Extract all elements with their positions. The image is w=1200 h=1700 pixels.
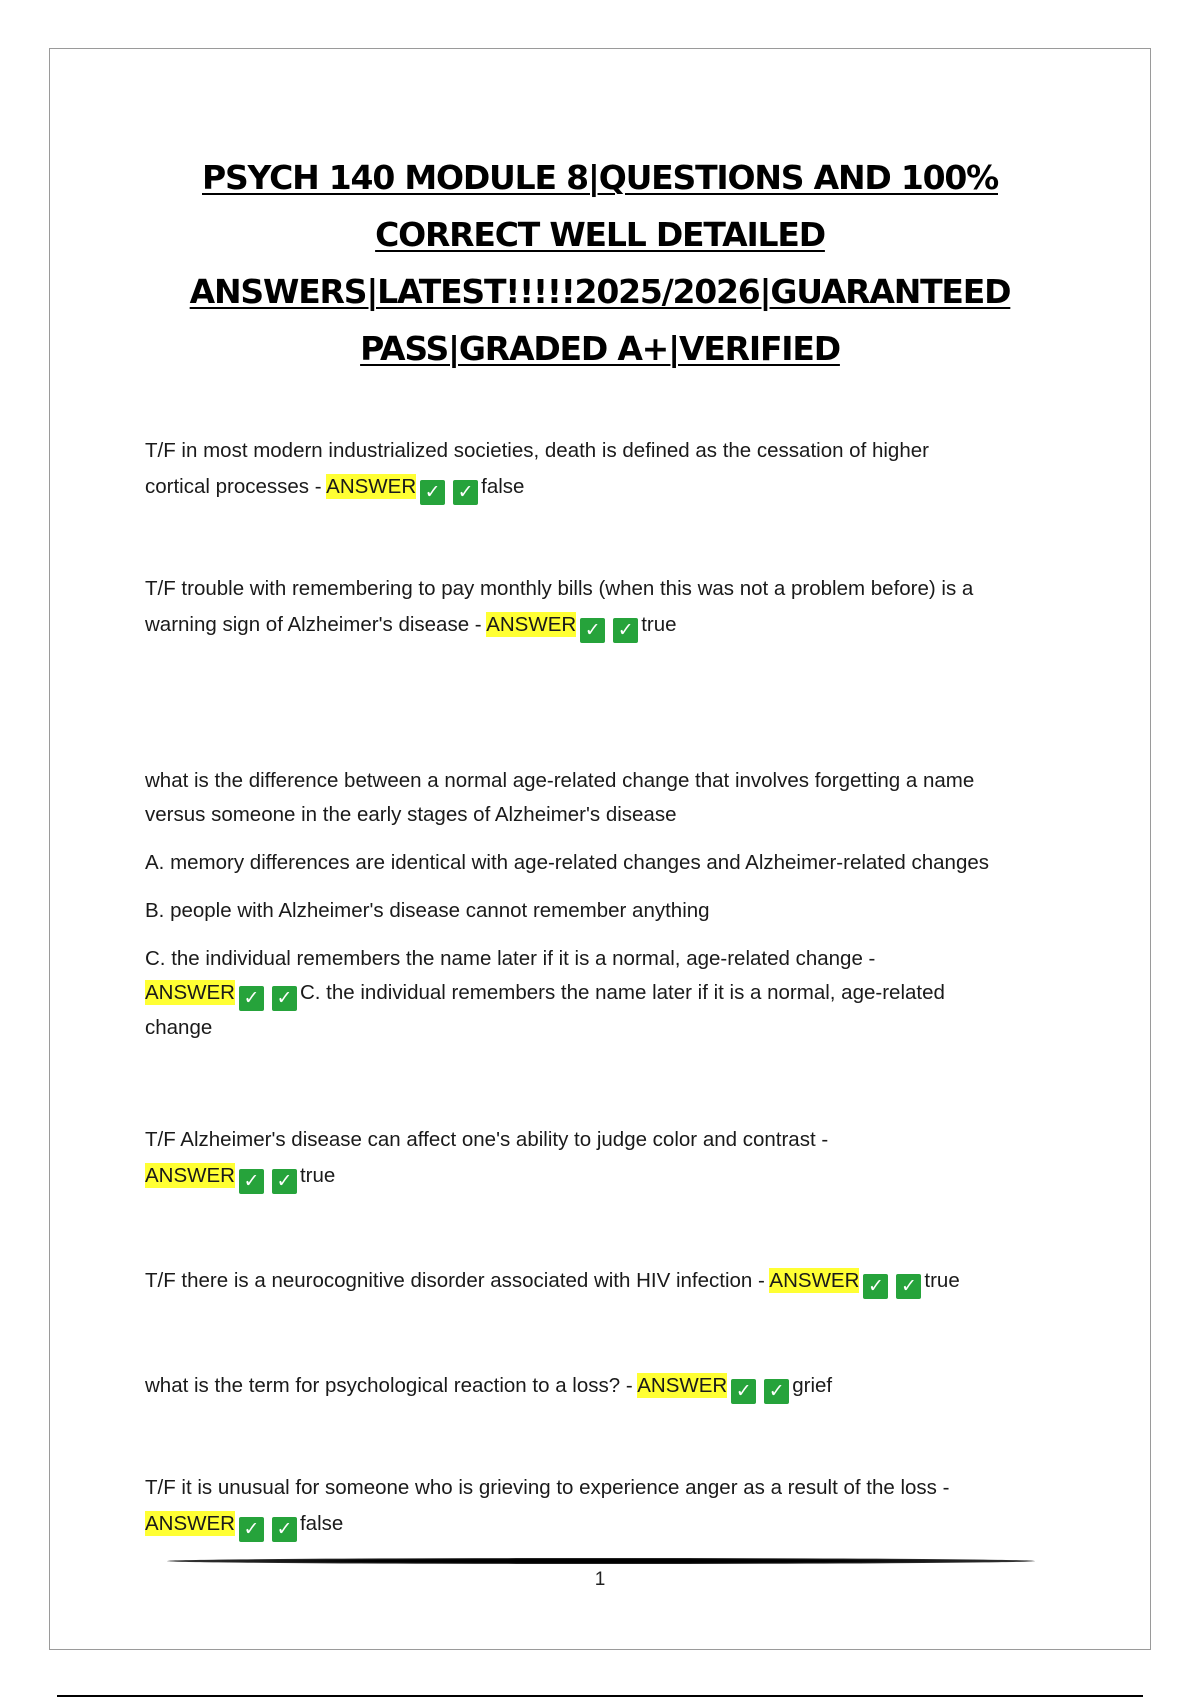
question-item [145, 433, 1105, 505]
answer-text: false [299, 1512, 344, 1535]
question-text: what is the difference between a normal age-related change that involves forgetting a name [145, 769, 975, 792]
check-icon: ✓ [420, 480, 445, 505]
answer-label: ANSWER [326, 475, 417, 498]
document-page [49, 48, 1151, 1650]
check-icon: ✓ [239, 1517, 264, 1542]
answer-label: ANSWER [769, 1269, 860, 1292]
question-text: T/F there is a neurocognitive disorder associated with HIV infection - [145, 1269, 770, 1292]
question-text-cont: cortical processes - [145, 475, 327, 498]
check-icon: ✓ [896, 1274, 921, 1299]
answer-label: ANSWER [637, 1374, 728, 1397]
question-text-cont: versus someone in the early stages of Alzheimer's disease [145, 803, 677, 826]
title-line-1: PSYCH 140 MODULE 8|QUESTIONS AND 100% [202, 158, 998, 197]
check-icon: ✓ [453, 480, 478, 505]
option-c: C. the individual remembers the name later if it is a normal, age-related change - [145, 947, 876, 970]
answer-text-cont: change [145, 1016, 213, 1039]
document-title [110, 149, 1090, 377]
answer-text: true [299, 1164, 336, 1187]
check-icon: ✓ [863, 1274, 888, 1299]
check-icon: ✓ [731, 1379, 756, 1404]
question-text: T/F trouble with remembering to pay monthly bills (when this was not a problem before) is a [145, 577, 974, 600]
option-a: A. memory differences are identical with age-related changes and Alzheimer-related changes [145, 851, 990, 874]
next-page-edge [57, 1695, 1143, 1697]
question-item [145, 1368, 1105, 1404]
title-line-2: CORRECT WELL DETAILED [375, 215, 825, 254]
question-text: T/F in most modern industrialized societies, death is defined as the cessation of higher [145, 439, 929, 462]
option-b: B. people with Alzheimer's disease cannot remember anything [145, 899, 710, 922]
check-icon: ✓ [272, 1169, 297, 1194]
check-icon: ✓ [764, 1379, 789, 1404]
answer-label: ANSWER [145, 1164, 235, 1187]
answer-text: true [641, 613, 677, 636]
title-line-3: ANSWERS|LATEST!!!!!2025/2026|GUARANTEED [189, 272, 1011, 311]
answer-text: C. the individual remembers the name later if it is a normal, age-related [299, 981, 945, 1004]
question-item [145, 1470, 1105, 1542]
check-icon: ✓ [272, 986, 297, 1011]
answer-label: ANSWER [486, 613, 577, 636]
question-text: T/F it is unusual for someone who is grieving to experience anger as a result of the loss - [145, 1476, 950, 1499]
answer-label: ANSWER [145, 981, 235, 1004]
title-line-4: PASS|GRADED A+|VERIFIED [360, 329, 840, 368]
check-icon: ✓ [239, 1169, 264, 1194]
check-icon: ✓ [239, 986, 264, 1011]
check-icon: ✓ [613, 618, 638, 643]
answer-text: true [924, 1269, 960, 1292]
question-item [145, 1122, 1105, 1194]
check-icon: ✓ [580, 618, 605, 643]
answer-text: grief [792, 1374, 833, 1397]
question-text: T/F Alzheimer's disease can affect one's ability to judge color and contrast - [145, 1128, 829, 1151]
question-text: what is the term for psychological reaction to a loss? - [145, 1374, 638, 1397]
page-number: 1 [594, 1569, 606, 1590]
question-text-cont: warning sign of Alzheimer's disease - [145, 613, 487, 636]
answer-label: ANSWER [145, 1512, 235, 1535]
question-item [145, 571, 1105, 643]
answer-text: false [481, 475, 525, 498]
question-item [145, 764, 1105, 1045]
check-icon: ✓ [272, 1517, 297, 1542]
footer-divider [167, 1558, 1035, 1564]
question-item [145, 1263, 1105, 1299]
